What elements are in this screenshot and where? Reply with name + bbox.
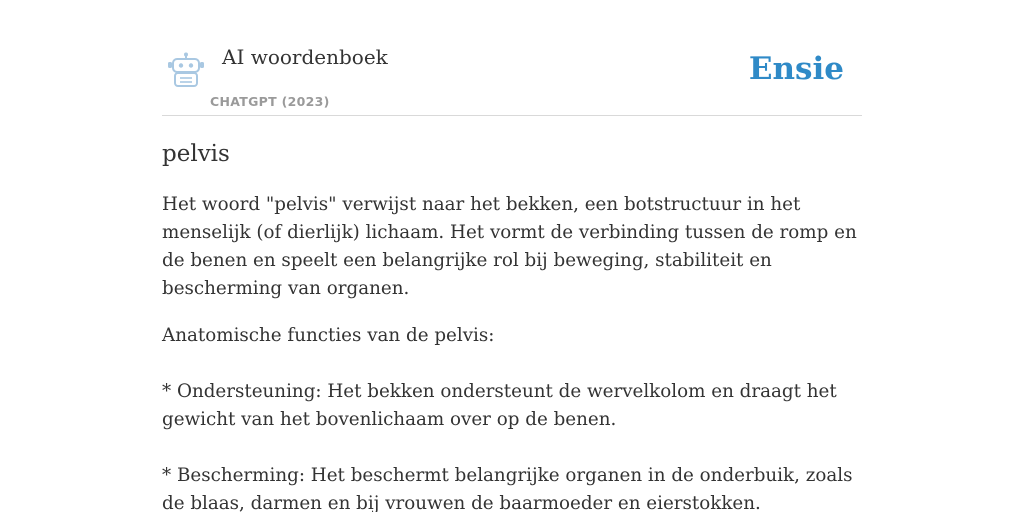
dictionary-title[interactable]: AI woordenboek	[222, 45, 388, 69]
entry-intro: Het woord "pelvis" verwijst naar het bekken, een botstructuur in het menselijk (of dierlijk) lichaam. Het vormt de verbinding tussen de romp en de benen en speelt een belangrijke rol bij beweging, stabiliteit en bescherming van organen.	[162, 194, 857, 299]
dictionary-header	[162, 40, 862, 116]
entry-content	[162, 138, 867, 512]
robot-icon	[166, 52, 206, 88]
source-label: CHATGPT (2023)	[210, 94, 330, 109]
function-item: * Bescherming: Het beschermt belangrijke organen in de onderbuik, zoals de blaas, darmen en bij vrouwen de baarmoeder en eierstokken.	[162, 465, 853, 512]
entry-title: pelvis	[162, 141, 230, 167]
brand-logo[interactable]: Ensie	[748, 51, 844, 87]
functions-heading: Anatomische functies van de pelvis:	[162, 325, 495, 346]
function-item: * Ondersteuning: Het bekken ondersteunt de wervelkolom en draagt het gewicht van het bovenlichaam over op de benen.	[162, 381, 837, 430]
